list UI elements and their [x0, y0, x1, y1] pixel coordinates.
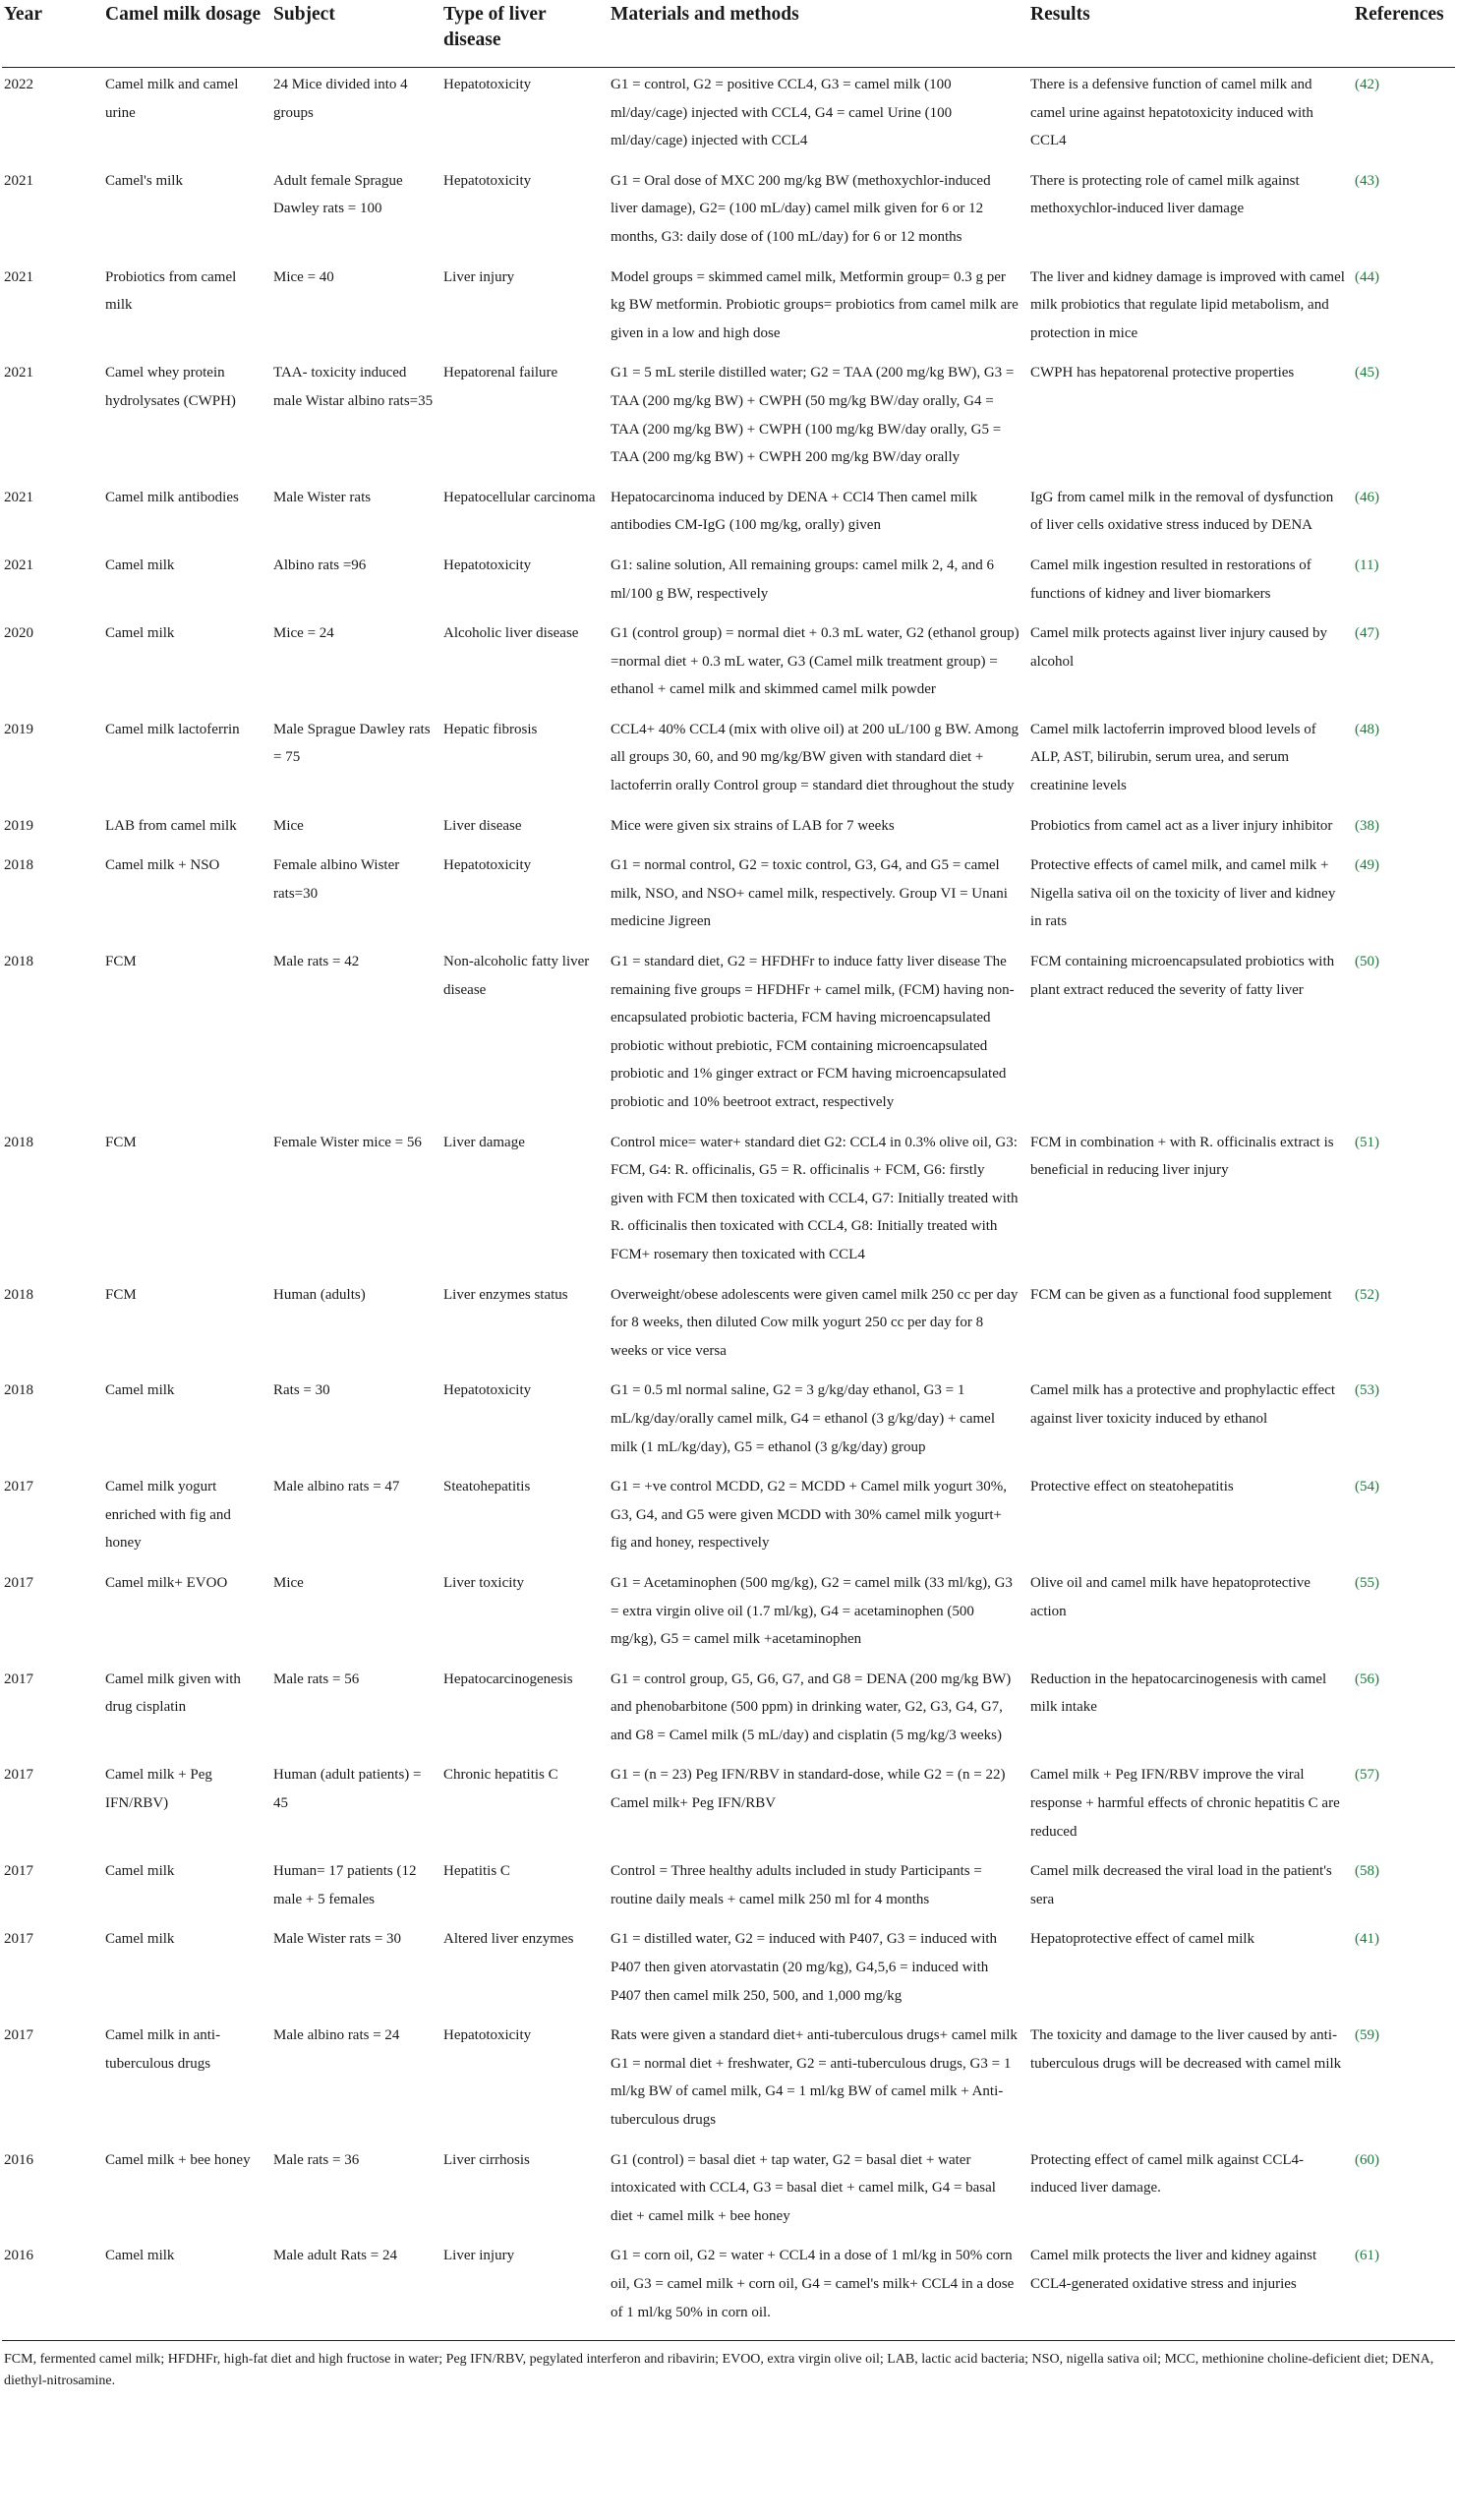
- cell-methods: Control mice= water+ standard diet G2: CCL4 in 0.3% olive oil, G3: FCM, G4: R. officinalis, G5 = R. officinalis + FCM, G6: firstly given with FCM then toxicated with CCL4, G7: Initially treated with R. officinalis then toxicated with CCL4, G8: Initially treated with FCM+ rosemary then toxicated with CCL4: [611, 1134, 1019, 1262]
- cell-results: Protective effects of camel milk, and camel milk + Nigella sativa oil on the toxicity of liver and kidney in rats: [1030, 857, 1336, 930]
- cell-dosage: FCM: [105, 1134, 137, 1150]
- cell-methods: Hepatocarcinoma induced by DENA + CCl4 Then camel milk antibodies CM-IgG (100 mg/kg, orally) given: [611, 489, 978, 534]
- cell-dosage: FCM: [105, 1286, 137, 1303]
- cell-results: FCM containing microencapsulated probiotics with plant extract reduced the severity of fatty liver: [1030, 954, 1335, 998]
- cell-reference[interactable]: (54): [1355, 1479, 1379, 1495]
- table-row: [2, 713, 1455, 809]
- cell-year: 2021: [4, 172, 33, 189]
- cell-results: Protecting effect of camel milk against CCL4-induced liver damage.: [1030, 2151, 1304, 2197]
- cell-methods: Model groups = skimmed camel milk, Metformin group= 0.3 g per kg BW metformin. Probiotic groups= probiotics from camel milk are given in a low and high dose: [611, 268, 1019, 341]
- header-methods: Materials and methods: [609, 0, 1028, 68]
- cell-reference[interactable]: (49): [1355, 857, 1379, 874]
- cell-subject: Human= 17 patients (12 male + 5 females: [273, 1863, 417, 1907]
- table-row: [2, 1470, 1455, 1566]
- header-disease: Type of liver disease: [441, 0, 609, 68]
- cell-methods: Rats were given a standard diet+ anti-tuberculous drugs+ camel milk G1 = normal diet + freshwater, G2 = anti-tuberculous drugs, G3 = 1 ml/kg BW of camel milk, G4 = 1 ml/kg BW of camel milk + Anti-tuberculous drugs: [611, 2027, 1018, 2128]
- header-results: Results: [1028, 0, 1353, 68]
- cell-subject: Male Wister rats = 30: [273, 1931, 402, 1948]
- cell-results: There is a defensive function of camel milk and camel urine against hepatotoxicity induced with CCL4: [1030, 77, 1313, 149]
- cell-year: 2018: [4, 1286, 33, 1303]
- cell-disease: Chronic hepatitis C: [443, 1767, 558, 1784]
- cell-subject: Human (adults): [273, 1286, 366, 1303]
- header-year: Year: [2, 0, 103, 68]
- header-subject: Subject: [271, 0, 441, 68]
- cell-methods: G1 = distilled water, G2 = induced with P407, G3 = induced with P407 then given atorvastatin (20 mg/kg), G4,5,6 = induced with P407 then camel milk 250, 500, and 1,000 mg/kg: [611, 1931, 998, 2004]
- cell-year: 2017: [4, 1863, 33, 1880]
- cell-results: Camel milk protects against liver injury caused by alcohol: [1030, 625, 1328, 670]
- cell-dosage: Probiotics from camel milk: [105, 268, 237, 314]
- cell-methods: G1 = control group, G5, G6, G7, and G8 = DENA (200 mg/kg BW) and phenobarbitone (500 ppm) in drinking water, G2, G3, G4, G7, and G8 = Camel milk (5 mL/day) and cisplatin (5 mg/kg/3 weeks): [611, 1670, 1012, 1743]
- cell-results: Reduction in the hepatocarcinogenesis with camel milk intake: [1030, 1670, 1327, 1716]
- cell-results: There is protecting role of camel milk against methoxychlor-induced liver damage: [1030, 172, 1300, 217]
- cell-reference[interactable]: (57): [1355, 1767, 1379, 1784]
- cell-reference[interactable]: (41): [1355, 1931, 1379, 1948]
- cell-results: Camel milk ingestion resulted in restorations of functions of kidney and liver biomarkers: [1030, 557, 1311, 602]
- cell-dosage: Camel milk: [105, 1863, 175, 1880]
- cell-disease: Liver enzymes status: [443, 1286, 568, 1303]
- cell-year: 2016: [2, 2239, 103, 2340]
- cell-year: 2018: [4, 857, 33, 874]
- cell-reference[interactable]: (42): [1355, 77, 1379, 92]
- cell-year: 2017: [4, 1931, 33, 1948]
- table-row: [2, 809, 1455, 850]
- cell-disease: Steatohepatitis: [443, 1479, 531, 1495]
- cell-reference[interactable]: (61): [1353, 2239, 1455, 2340]
- table-row: [2, 1374, 1455, 1470]
- cell-disease: Hepatotoxicity: [443, 557, 532, 573]
- table-row: [2, 1663, 1455, 1759]
- cell-methods: G1 = control, G2 = positive CCL4, G3 = camel milk (100 ml/day/cage) injected with CCL4, G4 = camel Urine (100 ml/day/cage) injected with CCL4: [611, 77, 953, 149]
- cell-subject: Male rats = 42: [273, 954, 360, 970]
- cell-reference[interactable]: (52): [1355, 1286, 1379, 1303]
- table-row: [2, 356, 1455, 480]
- cell-methods: G1 = Oral dose of MXC 200 mg/kg BW (methoxychlor-induced liver damage), G2= (100 mL/day) camel milk given for 6 or 12 months, G3: daily dose of (100 mL/day) for 6 or 12 months: [611, 172, 991, 245]
- cell-subject: Male Wister rats: [273, 489, 372, 505]
- cell-year: 2021: [4, 268, 33, 285]
- cell-disease: Hepatorenal failure: [443, 365, 558, 381]
- table-row: [2, 1854, 1455, 1922]
- cell-methods: G1 = corn oil, G2 = water + CCL4 in a dose of 1 ml/kg in 50% corn oil, G3 = camel milk + corn oil, G4 = camel's milk+ CCL4 in a dose of 1 ml/kg 50% in corn oil.: [609, 2239, 1028, 2340]
- cell-disease: Hepatotoxicity: [443, 172, 532, 189]
- cell-reference[interactable]: (48): [1355, 721, 1379, 737]
- cell-reference[interactable]: (46): [1355, 489, 1379, 505]
- cell-dosage: Camel's milk: [105, 172, 183, 189]
- cell-results: Camel milk decreased the viral load in the patient's sera: [1030, 1863, 1332, 1907]
- cell-subject: Mice = 40: [273, 268, 334, 285]
- cell-dosage: FCM: [105, 954, 137, 970]
- cell-dosage: Camel milk lactoferrin: [105, 721, 240, 737]
- table-row: [2, 1922, 1455, 2019]
- cell-disease: Hepatic fibrosis: [443, 721, 538, 737]
- cell-methods: G1 = standard diet, G2 = HFDHFr to induce fatty liver disease The remaining five groups = HFDHFr + camel milk, (FCM) having non-encapsulated probiotic bacteria, FCM having microencapsulated probiotic without prebiotic, FCM containing microencapsulated probiotic and 1% ginger extract or FCM having microencapsulated probiotic and 10% beetroot extract, respectively: [611, 954, 1015, 1110]
- table-header-row: [2, 0, 1455, 68]
- cell-disease: Liver injury: [441, 2239, 609, 2340]
- cell-methods: G1: saline solution, All remaining groups: camel milk 2, 4, and 6 ml/100 g BW, respectively: [611, 557, 994, 602]
- cell-year: 2019: [4, 721, 33, 737]
- cell-dosage: Camel milk and camel urine: [105, 77, 239, 121]
- cell-subject: Human (adult patients) = 45: [273, 1767, 422, 1812]
- cell-subject: Mice: [273, 1574, 304, 1591]
- cell-results: Hepatoprotective effect of camel milk: [1030, 1931, 1254, 1948]
- cell-disease: Hepatocellular carcinoma: [443, 489, 596, 505]
- cell-reference[interactable]: (60): [1355, 2151, 1379, 2168]
- header-references: References: [1353, 0, 1455, 68]
- cell-methods: Control = Three healthy adults included in study Participants = routine daily meals + camel milk 250 ml for 4 months: [611, 1863, 982, 1907]
- cell-dosage: Camel milk: [103, 2239, 271, 2340]
- cell-dosage: Camel milk: [105, 1931, 175, 1948]
- cell-methods: G1 = 5 mL sterile distilled water; G2 = TAA (200 mg/kg BW), G3 = TAA (200 mg/kg BW) + CWPH (50 mg/kg BW/day orally, G4 = TAA (200 mg/kg BW) + CWPH (100 mg/kg BW/day orally, G5 = TAA (200 mg/kg BW) + CWPH 200 mg/kg BW/day orally: [611, 365, 1015, 466]
- cell-year: 2018: [4, 954, 33, 970]
- cell-dosage: Camel milk in anti-tuberculous drugs: [105, 2027, 221, 2072]
- cell-methods: G1 (control group) = normal diet + 0.3 mL water, G2 (ethanol group) =normal diet + 0.3 mL water, G3 (Camel milk treatment group) = ethanol + camel milk and skimmed camel milk powder: [611, 625, 1020, 698]
- cell-disease: Liver disease: [443, 817, 522, 834]
- cell-reference[interactable]: (55): [1355, 1574, 1379, 1591]
- table-row: [2, 68, 1455, 164]
- cell-reference[interactable]: (44): [1355, 268, 1379, 285]
- cell-year: 2022: [4, 77, 33, 92]
- cell-reference[interactable]: (58): [1355, 1863, 1379, 1880]
- table-row: [2, 481, 1455, 549]
- cell-reference[interactable]: (38): [1355, 817, 1379, 834]
- cell-reference[interactable]: (56): [1355, 1670, 1379, 1687]
- table-row: [2, 164, 1455, 261]
- cell-methods: G1 = (n = 23) Peg IFN/RBV in standard-dose, while G2 = (n = 22) Camel milk+ Peg IFN/RBV: [611, 1767, 1006, 1812]
- cell-methods: G1 = 0.5 ml normal saline, G2 = 3 g/kg/day ethanol, G3 = 1 mL/kg/day/orally camel milk, G4 = ethanol (3 g/kg/day) + camel milk (1 mL/kg/day), G5 = ethanol (3 g/kg/day) group: [611, 1382, 995, 1455]
- cell-results: IgG from camel milk in the removal of dysfunction of liver cells oxidative stress induced by DENA: [1030, 489, 1334, 534]
- cell-year: 2018: [4, 1382, 33, 1399]
- cell-disease: Liver injury: [443, 268, 515, 285]
- cell-year: 2018: [4, 1134, 33, 1150]
- cell-reference[interactable]: (47): [1355, 625, 1379, 642]
- cell-disease: Non-alcoholic fatty liver disease: [443, 954, 590, 998]
- cell-subject: Female Wister mice = 56: [273, 1134, 422, 1150]
- cell-dosage: Camel milk: [105, 625, 175, 642]
- cell-subject: Mice = 24: [273, 625, 334, 642]
- cell-dosage: Camel milk: [105, 557, 175, 573]
- cell-results: The liver and kidney damage is improved with camel milk probiotics that regulate lipid metabolism, and protection in mice: [1030, 268, 1345, 341]
- table-row: [2, 261, 1455, 357]
- cell-year: 2021: [4, 489, 33, 505]
- table-row: [2, 1566, 1455, 1663]
- cell-year: 2016: [4, 2151, 33, 2168]
- cell-subject: Rats = 30: [273, 1382, 330, 1399]
- cell-results: Probiotics from camel act as a liver injury inhibitor: [1030, 817, 1333, 834]
- cell-reference[interactable]: (53): [1355, 1382, 1379, 1399]
- cell-reference[interactable]: (43): [1355, 172, 1379, 189]
- cell-results: FCM in combination + with R. officinalis extract is beneficial in reducing liver injury: [1030, 1134, 1334, 1179]
- cell-methods: G1 = Acetaminophen (500 mg/kg), G2 = camel milk (33 ml/kg), G3 = extra virgin olive oil (1.7 ml/kg), G4 = acetaminophen (500 mg/kg), G5 = camel milk +acetaminophen: [611, 1574, 1013, 1648]
- cell-methods: CCL4+ 40% CCL4 (mix with olive oil) at 200 uL/100 g BW. Among all groups 30, 60, and 90 mg/kg/BW given with standard diet + lactoferrin orally Control group = standard diet throughout the study: [611, 721, 1019, 794]
- cell-dosage: Camel milk given with drug cisplatin: [105, 1670, 241, 1716]
- cell-disease: Hepatitis C: [443, 1863, 510, 1880]
- cell-results: The toxicity and damage to the liver caused by anti-tuberculous drugs will be decreased with camel milk: [1030, 2027, 1342, 2072]
- table-footnote: FCM, fermented camel milk; HFDHFr, high-fat diet and high fructose in water; Peg IFN/RBV, pegylated interferon and ribavirin; EVOO, extra virgin olive oil; LAB, lactic acid bacteria; NSO, nigella sativa oil; MCC, methionine choline-deficient diet; DENA, diethyl-nitrosamine.: [4, 2352, 1434, 2389]
- cell-methods: G1 = normal control, G2 = toxic control, G3, G4, and G5 = camel milk, NSO, and NSO+ camel milk, respectively. Group VI = Unani medicine Jigreen: [611, 857, 1008, 930]
- table-row: [2, 616, 1455, 713]
- cell-dosage: Camel milk + bee honey: [105, 2151, 251, 2168]
- cell-results: Protective effect on steatohepatitis: [1030, 1479, 1234, 1495]
- table-row: [2, 945, 1455, 1126]
- cell-year: 2017: [4, 1670, 33, 1687]
- cell-subject: Adult female Sprague Dawley rats = 100: [273, 172, 403, 217]
- cell-disease: Hepatotoxicity: [443, 77, 532, 92]
- cell-year: 2017: [4, 1574, 33, 1591]
- cell-subject: Male albino rats = 24: [273, 2027, 400, 2044]
- cell-disease: Hepatotoxicity: [443, 1382, 532, 1399]
- cell-subject: TAA- toxicity induced male Wistar albino rats=35: [273, 365, 434, 409]
- table-row: [2, 2019, 1455, 2142]
- cell-year: 2017: [4, 2027, 33, 2044]
- cell-subject: Male adult Rats = 24: [271, 2239, 441, 2340]
- cell-subject: Male albino rats = 47: [273, 1479, 400, 1495]
- cell-results: Camel milk has a protective and prophylactic effect against liver toxicity induced by ethanol: [1030, 1382, 1336, 1427]
- cell-year: 2019: [4, 817, 33, 834]
- cell-results: Olive oil and camel milk have hepatoprotective action: [1030, 1574, 1311, 1619]
- cell-reference[interactable]: (51): [1355, 1134, 1379, 1150]
- cell-disease: Liver cirrhosis: [443, 2151, 530, 2168]
- table-row: [2, 1278, 1455, 1375]
- cell-methods: G1 = +ve control MCDD, G2 = MCDD + Camel milk yogurt 30%, G3, G4, and G5 were given MCDD with 30% camel milk yogurt+ fig and honey, respectively: [611, 1479, 1007, 1552]
- table-row: [2, 549, 1455, 616]
- cell-disease: Hepatotoxicity: [443, 2027, 532, 2044]
- table-row: [2, 1126, 1455, 1278]
- cell-methods: G1 (control) = basal diet + tap water, G2 = basal diet + water intoxicated with CCL4, G3 = basal diet + camel milk, G4 = basal diet + camel milk + bee honey: [611, 2151, 996, 2224]
- cell-subject: Male rats = 56: [273, 1670, 360, 1687]
- cell-disease: Altered liver enzymes: [443, 1931, 574, 1948]
- cell-disease: Hepatotoxicity: [443, 857, 532, 874]
- cell-subject: Male Sprague Dawley rats = 75: [273, 721, 431, 766]
- cell-results: CWPH has hepatorenal protective properties: [1030, 365, 1295, 381]
- cell-year: 2020: [4, 625, 33, 642]
- cell-disease: Alcoholic liver disease: [443, 625, 579, 642]
- cell-subject: Albino rats =96: [273, 557, 367, 573]
- table-row: [2, 2239, 1455, 2340]
- cell-year: 2017: [4, 1479, 33, 1495]
- table-row: [2, 1758, 1455, 1854]
- cell-reference[interactable]: (59): [1355, 2027, 1379, 2044]
- header-dosage: Camel milk dosage: [103, 0, 271, 68]
- cell-year: 2021: [4, 365, 33, 381]
- cell-year: 2021: [4, 557, 33, 573]
- table-row: [2, 2143, 1455, 2240]
- cell-disease: Hepatocarcinogenesis: [443, 1670, 573, 1687]
- cell-methods: Overweight/obese adolescents were given camel milk 250 cc per day for 8 weeks, then diluted Cow milk yogurt 250 cc per day for 8 weeks or vice versa: [611, 1286, 1019, 1359]
- cell-reference[interactable]: (45): [1355, 365, 1379, 381]
- cell-reference[interactable]: (11): [1355, 557, 1379, 573]
- cell-results: FCM can be given as a functional food supplement: [1030, 1286, 1332, 1303]
- cell-year: 2017: [4, 1767, 33, 1784]
- cell-dosage: Camel milk yogurt enriched with fig and honey: [105, 1479, 231, 1552]
- cell-methods: Mice were given six strains of LAB for 7 weeks: [611, 817, 895, 834]
- cell-subject: Female albino Wister rats=30: [273, 857, 400, 902]
- cell-dosage: Camel milk + Peg IFN/RBV): [105, 1767, 212, 1812]
- cell-subject: Male rats = 36: [273, 2151, 360, 2168]
- cell-dosage: Camel milk+ EVOO: [105, 1574, 228, 1591]
- cell-disease: Liver damage: [443, 1134, 525, 1150]
- cell-subject: 24 Mice divided into 4 groups: [273, 77, 408, 121]
- cell-results: Camel milk lactoferrin improved blood levels of ALP, AST, bilirubin, serum urea, and serum creatinine levels: [1030, 721, 1316, 794]
- cell-dosage: Camel whey protein hydrolysates (CWPH): [105, 365, 236, 409]
- cell-dosage: Camel milk + NSO: [105, 857, 220, 874]
- cell-dosage: Camel milk: [105, 1382, 175, 1399]
- table-row: [2, 849, 1455, 945]
- cell-results: Camel milk + Peg IFN/RBV improve the viral response + harmful effects of chronic hepatitis C are reduced: [1030, 1767, 1340, 1840]
- table-body: [2, 68, 1455, 2341]
- cell-dosage: LAB from camel milk: [105, 817, 237, 834]
- cell-reference[interactable]: (50): [1355, 954, 1379, 970]
- cell-dosage: Camel milk antibodies: [105, 489, 239, 505]
- liver-study-table: [2, 0, 1455, 2341]
- cell-subject: Mice: [273, 817, 304, 834]
- cell-results: Camel milk protects the liver and kidney against CCL4-generated oxidative stress and injuries: [1028, 2239, 1353, 2340]
- cell-disease: Liver toxicity: [443, 1574, 525, 1591]
